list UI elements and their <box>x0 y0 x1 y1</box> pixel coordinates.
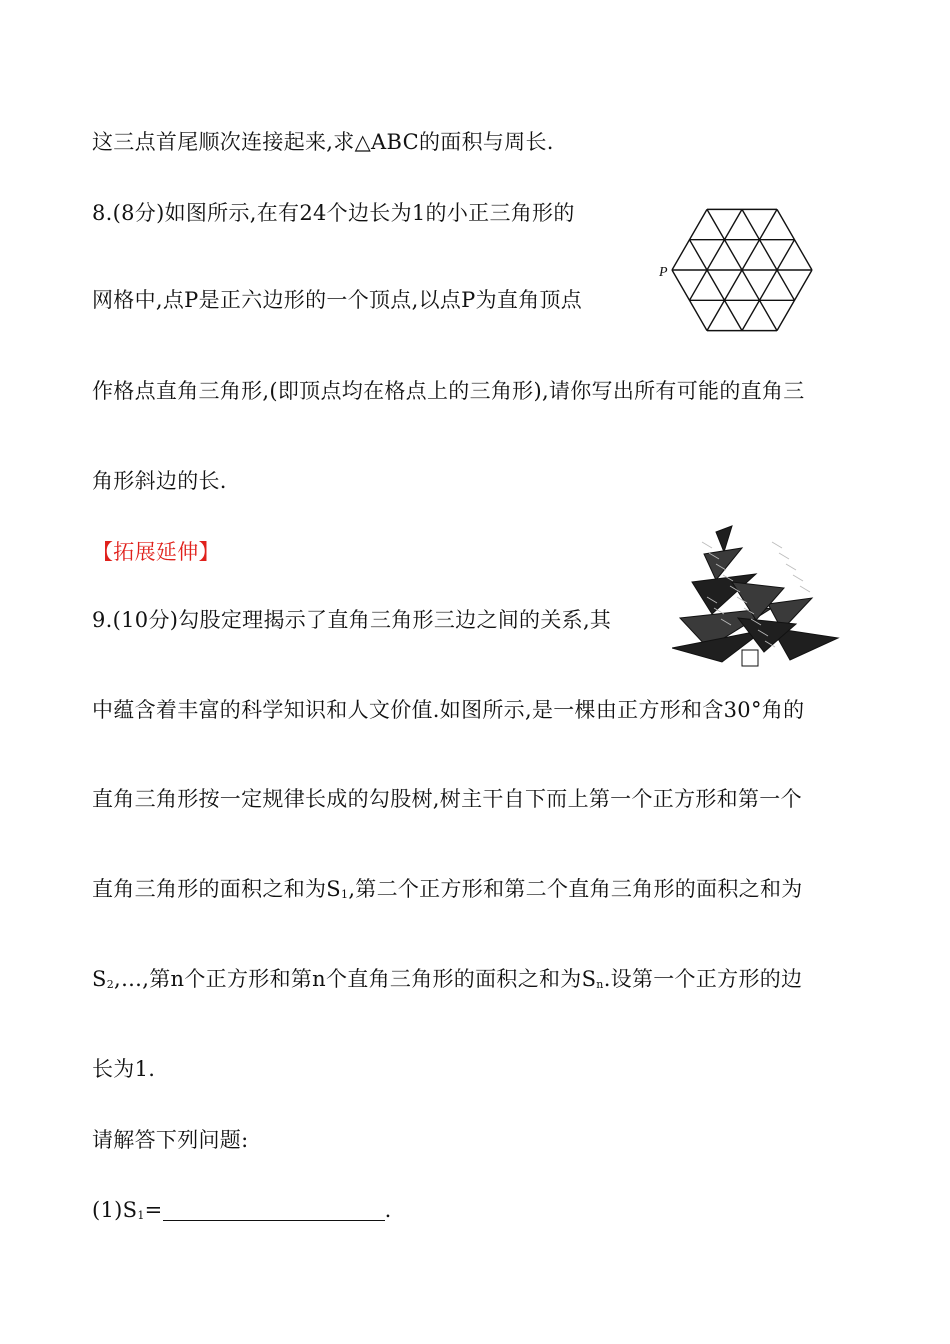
line-10-b: ,…,第n个正方形和第n个直角三角形的面积之和为S <box>114 967 597 991</box>
pythagorean-tree-figure <box>672 522 842 672</box>
line-8: 直角三角形按一定规律长成的勾股树,树主干自下而上第一个正方形和第一个 <box>92 787 802 811</box>
line-10-sub1: 2 <box>106 978 114 991</box>
tree-texture-line <box>702 542 712 548</box>
line-7: 中蕴含着丰富的科学知识和人文价值.如图所示,是一棵由正方形和含30°角的 <box>92 698 805 722</box>
line-3: 网格中,点P是正六边形的一个顶点,以点P为直角顶点 <box>92 288 583 312</box>
line-13-b: = <box>144 1198 163 1222</box>
line-10-sub2: n <box>596 978 604 991</box>
line-question-8: 8.(8分)如图所示,在有24个边长为1的小正三角形的 <box>92 201 575 225</box>
grid-line <box>742 240 795 331</box>
line-12: 请解答下列问题: <box>92 1128 249 1152</box>
line-question-9: 9.(10分)勾股定理揭示了直角三角形三边之间的关系,其 <box>92 608 612 632</box>
line-9-a: 直角三角形的面积之和为S <box>92 877 341 901</box>
line-11: 长为1. <box>92 1057 156 1081</box>
trunk-square <box>742 650 758 666</box>
grid-line <box>690 240 743 331</box>
line-10-a: S <box>92 967 107 991</box>
line-13-a: (1)S <box>92 1198 138 1222</box>
tree-branch <box>716 526 732 552</box>
point-p-label: P <box>659 265 668 280</box>
tree-texture-line <box>800 586 810 592</box>
tree-texture-line <box>772 542 782 548</box>
grid-line <box>742 209 795 300</box>
line-10-c: .设第一个正方形的边 <box>603 967 803 991</box>
line-13-c: . <box>384 1198 392 1222</box>
line-9-sub: 1 <box>341 888 349 901</box>
answer-blank[interactable] <box>163 1200 385 1221</box>
line-5: 角形斜边的长. <box>92 469 227 493</box>
tree-texture-line <box>793 575 803 581</box>
tree-texture-line <box>779 553 789 559</box>
line-10 <box>92 965 802 999</box>
line-4: 作格点直角三角形,(即顶点均在格点上的三角形),请你写出所有可能的直角三 <box>92 379 805 403</box>
line-1: 这三点首尾顺次连接起来,求△ABC的面积与周长. <box>92 130 554 154</box>
line-13-sub: 1 <box>137 1209 145 1222</box>
line-9-b: ,第二个正方形和第二个直角三角形的面积之和为 <box>348 877 803 901</box>
section-heading: 【拓展延伸】 <box>92 540 220 564</box>
tree-drawing <box>672 526 838 666</box>
hexagon-grid-lines <box>672 209 812 330</box>
tree-texture-line <box>786 564 796 570</box>
line-9 <box>92 875 803 909</box>
line-13 <box>92 1196 392 1230</box>
hexagon-grid-figure <box>652 198 832 348</box>
grid-line <box>690 209 743 300</box>
